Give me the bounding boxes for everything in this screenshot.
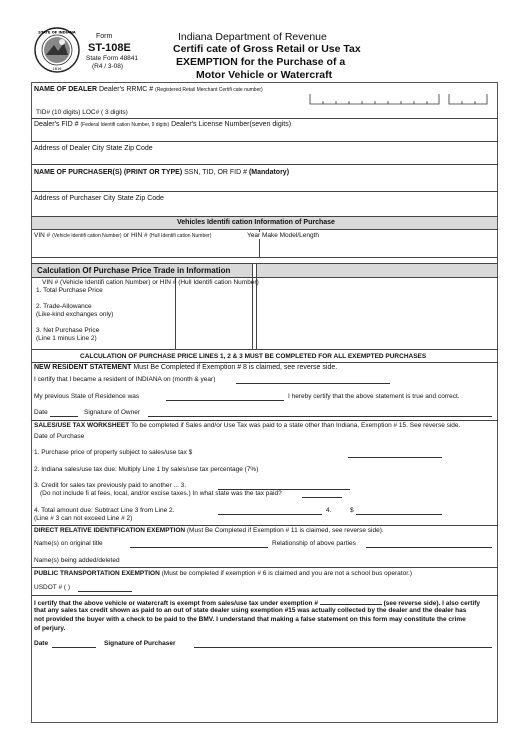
form-title-line-2: EXEMPTION for the Purchase of a — [176, 56, 346, 68]
usetax-line-3-note: (Do not include fi at fees, local, and/or excise taxes.) In what state was the tax paid? — [40, 490, 282, 497]
vin-label: VIN # — [34, 232, 51, 239]
state-form-number: State Form 48841 — [86, 55, 139, 62]
tid-loc-label: TID# (10 digits) LOC# ( 3 digits) — [36, 109, 128, 116]
relative-title: DIRECT RELATIVE IDENTIFICATION EXEMPTION — [34, 527, 186, 534]
dealer-fid-note: (Federal Identifi cation Number, 9 digits) — [80, 122, 170, 128]
owner-signature-field[interactable] — [148, 408, 492, 417]
dealer-address-label: Address of Dealer City State Zip Code — [34, 145, 153, 152]
purchaser-address-label: Address of Purchaser City State Zip Code — [34, 195, 164, 202]
revision-date: (R4 / 3-08) — [92, 63, 124, 70]
original-title-names-label: Name(s) on original title — [34, 540, 103, 547]
relationship-field[interactable] — [366, 539, 492, 548]
agency-name: Indiana Department of Revenue — [178, 31, 327, 43]
usetax-note: To be completed if Sales and/or Use Tax was paid to a state other than Indiana, Exemption # 15. See reverse side. — [130, 422, 461, 429]
vehicle-section-title: Vehicles Identifi cation Information of Purchase — [177, 219, 335, 226]
purchaser-signature-field[interactable] — [194, 639, 492, 648]
purchaser-date-field[interactable] — [52, 639, 96, 648]
usetax-line-4-blank[interactable] — [218, 506, 322, 515]
total-purchase-price-label: 1. Total Purchase Price — [36, 287, 103, 294]
usetax-line-4-field[interactable] — [356, 506, 442, 515]
certify-line-3: not provided the buyer with a check to be paid to the BMV. I understand that making a false statement on this form may constitute the crime — [34, 616, 466, 623]
resident-title: NEW RESIDENT STATEMENT — [34, 364, 132, 371]
purchaser-ssn-label: SSN, TID, OR FID # — [184, 169, 248, 176]
dealer-name-label: NAME OF DEALER — [34, 86, 97, 93]
usetax-line-4-note: (Line # 3 can not exceed Line # 2) — [34, 515, 133, 522]
resident-date-label: Date — [34, 409, 48, 416]
state-seal — [34, 27, 80, 73]
names-added-label: Name(s) being added/deleted — [34, 557, 120, 564]
relationship-label: Relationship of above parties — [272, 540, 356, 547]
usetax-line-1: 1. Purchase price of property subject to sales/use tax $ — [34, 449, 193, 456]
original-title-names-field[interactable] — [130, 539, 268, 548]
rrmc-digit-boxes[interactable] — [309, 92, 496, 104]
mandatory-label: (Mandatory) — [248, 169, 290, 176]
dealer-rrmc-label: Dealer's RRMC # — [98, 86, 154, 93]
resident-hereby-statement: I hereby certify that the above statement is true and correct. — [288, 393, 460, 400]
transport-title-row — [34, 570, 412, 577]
hin-note: (Hull Identifi cation Number) — [149, 233, 212, 239]
usetax-line-2: 2. Indiana sales/use tax due: Multiply Line 1 by sales/use tax percentage (7%) — [34, 466, 259, 473]
dealer-rrmc-note: (Registered Retail Merchant Certifi cate number) — [155, 87, 263, 93]
form-title-line-1: Certifi cate of Gross Retail or Use Tax — [173, 43, 361, 55]
purchaser-name-label: NAME OF PURCHASER(S) (PRINT OR TYPE) — [34, 169, 183, 176]
form-number: ST-108E — [88, 42, 131, 54]
exemption-number-field[interactable] — [320, 598, 382, 605]
usdot-field[interactable] — [78, 583, 132, 592]
certify-line-2: that any sales tax credit shown as paid to an out of state dealer using exemption #15 was actually collected by the dealer and the dealer has — [34, 607, 467, 614]
usetax-line-4-number: 4. — [326, 507, 332, 514]
date-of-purchase-label: Date of Purchase — [34, 433, 85, 440]
certify-line-4: of perjury. — [34, 625, 66, 632]
form-title-line-3: Motor Vehicle or Watercraft — [196, 69, 333, 81]
transport-title: PUBLIC TRANSPORTATION EXEMPTION — [34, 570, 160, 577]
calc-vin-hin-line: VIN # (Vehicle Identifi cation Number) or HIN # (Hull Identifi cation Number) — [42, 279, 259, 286]
trade-allowance-label: 2. Trade-Allowance — [36, 303, 92, 310]
usetax-line-3: 3. Credit for sales tax previously paid to another ... 3. — [34, 482, 187, 489]
transport-note: (Must be completed if exemption # 6 is claimed and you are not a school bus operator.) — [161, 570, 412, 577]
relative-note: (Must Be Completed if Exemption # 11 is claimed, see reverse side). — [186, 527, 384, 534]
resident-sign-date-field[interactable] — [50, 408, 78, 417]
previous-state-label: My previous State of Residence was — [34, 393, 140, 400]
net-purchase-price-note: (Line 1 minus Line 2) — [36, 335, 97, 342]
tax-paid-state-field[interactable] — [302, 489, 342, 498]
net-purchase-price-label: 3. Net Purchase Price — [36, 327, 100, 334]
or-hin-label: or HIN # — [123, 232, 148, 239]
svg-text:STATE OF INDIANA: STATE OF INDIANA — [38, 30, 76, 35]
usetax-title-row — [34, 422, 460, 429]
form-word: Form — [96, 33, 113, 40]
purchaser-date-label: Date — [34, 640, 49, 647]
usetax-line-4: 4. Total amount due: Subtract Line 3 from Line 2. — [34, 507, 175, 514]
purchaser-signature-label: Signature of Purchaser — [104, 640, 176, 647]
vin-hin-row — [34, 232, 211, 239]
previous-state-field[interactable] — [166, 392, 284, 401]
purchaser-name-row — [34, 169, 289, 176]
vin-note: (Vehicle Identifi cation Number) — [52, 233, 122, 239]
calc-notice: CALCULATION OF PURCHASE PRICE LINES 1, 2 & 3 MUST BE COMPLETED FOR ALL EXEMPTED PURCHASES — [80, 353, 427, 360]
resident-date-field[interactable] — [236, 375, 390, 384]
certify-reverse-text: (see reverse side). I also certify — [383, 600, 481, 607]
dealer-name-row — [34, 86, 263, 93]
dealer-fid-label: Dealer's FID # — [34, 121, 79, 128]
trade-allowance-note: (Like-kind exchanges only) — [36, 311, 114, 318]
form-frame — [31, 82, 498, 723]
year-make-model-label: Year Make Model/Length — [247, 232, 320, 239]
dealer-fid-row — [34, 121, 291, 128]
usetax-line-4-dollar: $ — [350, 507, 354, 514]
relative-title-row — [34, 527, 384, 534]
resident-note: Must Be Completed if Exemption # 8 is claimed, see reverse side. — [133, 364, 338, 371]
certify-line-1 — [34, 598, 480, 607]
resident-title-row — [34, 364, 337, 371]
usetax-line-1-field[interactable] — [348, 449, 442, 458]
calc-section-title: Calculation Of Purchase Price Trade in Information — [37, 266, 231, 275]
certify-exemption-text: I certify that the above vehicle or watercraft is exempt from sales/use tax under exemption # — [34, 600, 318, 607]
usdot-label: USDOT # ( ) — [34, 584, 70, 591]
svg-text:1816: 1816 — [52, 67, 62, 71]
resident-certify-label: I certify that I became a resident of INDIANA on (month & year) — [34, 376, 216, 383]
owner-signature-label: Signature of Owner — [84, 409, 141, 416]
usetax-title: SALES/USE TAX WORKSHEET — [34, 422, 130, 429]
dealer-license-label: Dealer's License Number(seven digits) — [171, 121, 292, 128]
